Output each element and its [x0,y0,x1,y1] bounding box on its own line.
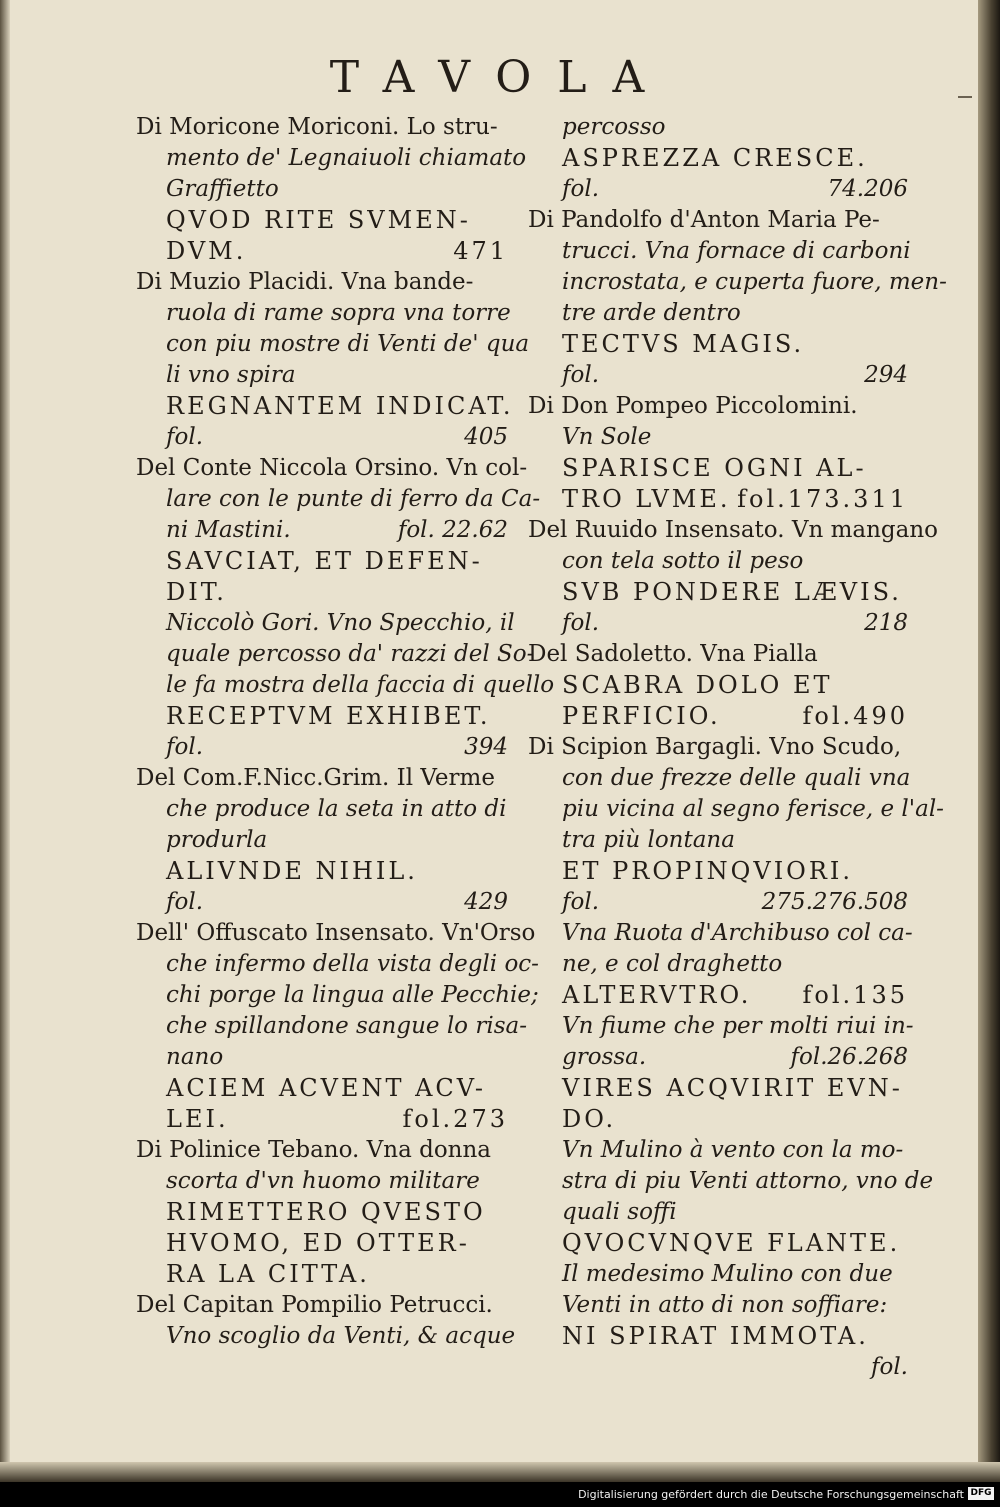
line-text: percosso [562,114,666,140]
text-line [136,515,508,546]
text-line [136,1166,508,1197]
line-text: produrla [166,827,268,853]
line-text: che spillandone sangue lo risa- [166,1013,527,1039]
line-text: fol. [166,424,204,450]
line-text: ALTERVTRO. [562,981,752,1009]
text-line [136,205,508,236]
line-text: fol. [562,610,600,636]
text-line [528,763,911,794]
line-text: QVOCVNQVE FLANTE. [562,1229,901,1257]
page-title: TAVOLA [329,52,671,103]
folio-reference: fol.173.311 [737,485,908,513]
text-line [136,1104,508,1135]
line-text: REGNANTEM INDICAT. [166,392,514,420]
text-line [528,391,908,422]
line-text: fol. [166,889,204,915]
text-line [528,267,947,298]
text-line [136,112,508,143]
text-line [528,360,908,391]
text-line [136,856,508,887]
line-text: ASPREZZA CRESCE. [562,144,868,172]
text-line [136,1042,508,1073]
line-text: fol. [166,734,204,760]
text-line [528,794,944,825]
line-text: RECEPTVM EXHIBET. [166,702,491,730]
text-line [136,453,528,484]
line-text: DO. [562,1105,617,1133]
line-text: Venti in atto di non soffiare: [562,1292,888,1318]
line-text: Vno scoglio da Venti, & acque [166,1323,516,1349]
text-line [528,205,908,236]
line-text: RIMETTERO QVESTO [166,1198,486,1226]
folio-reference: 275.276.508 [761,889,908,915]
line-text: Del Ruuido Insensato. Vn mangano [528,517,939,543]
dfg-logo: DFG [968,1487,994,1500]
line-text: ACIEM ACVENT ACV- [166,1074,487,1102]
line-text: ALIVNDE NIHIL. [166,857,418,885]
text-line [528,174,908,205]
text-line [528,980,908,1011]
line-text: TRO LVME. [562,485,731,513]
line-text: stra di piu Venti attorno, vno de [562,1168,934,1194]
text-line [528,112,908,143]
text-line [136,825,508,856]
line-text: trucci. Vna fornace di carboni [562,238,911,264]
text-line [136,949,539,980]
line-text: Di Moricone Moriconi. Lo stru- [136,114,498,140]
line-text: Graffietto [166,176,279,202]
text-line [136,174,508,205]
text-line [528,1228,908,1259]
line-text: tra più lontana [562,827,735,853]
funding-notice: Digitalisierung gefördert durch die Deutsche Forschungsgemeinschaft [578,1488,964,1501]
text-line [528,670,908,701]
folio-reference: 471 [453,237,508,265]
line-text: RA LA CITTA. [166,1260,370,1288]
line-text: LEI. [166,1105,229,1133]
folio-reference: 405 [464,424,508,450]
page-edge [978,0,1000,1482]
text-line [528,1011,914,1042]
line-text: quali soffi [562,1199,677,1225]
text-line [136,608,515,639]
text-line [528,1290,908,1321]
line-text: Del Conte Niccola Orsino. Vn col- [136,455,528,481]
text-line [136,267,508,298]
line-text: SCABRA DOLO ET [562,671,833,699]
folio-reference: fol.273 [402,1105,508,1133]
line-text: ET PROPINQVIORI. [562,857,854,885]
line-text: TECTVS MAGIS. [562,330,805,358]
text-line [528,732,908,763]
line-text: ni Mastini. [166,517,291,543]
text-line [528,608,908,639]
text-line [528,1321,908,1352]
line-text: con due frezze delle quali vna [562,765,911,791]
line-text: Il medesimo Mulino con due [562,1261,893,1287]
text-line [136,1259,508,1290]
line-text: lare con le punte di ferro da Ca- [166,486,541,512]
text-line [528,515,939,546]
text-line [136,329,530,360]
line-text: fol. [562,176,600,202]
text-line [136,732,508,763]
line-text: con tela sotto il peso [562,548,804,574]
text-line [528,236,911,267]
footer-bar [0,1482,1000,1507]
line-text: grossa. [562,1044,647,1070]
text-line [136,1073,508,1104]
text-line [528,887,908,918]
text-line [528,825,908,856]
line-text: HVOMO, ED OTTER- [166,1229,470,1257]
folio-reference: 74.206 [827,176,908,202]
line-text: Del Sadoletto. Vna Pialla [528,641,818,667]
folio-reference: fol.490 [802,702,908,730]
text-line [528,1042,908,1073]
text-line [136,701,508,732]
line-text: DIT. [166,578,227,606]
line-text: VIRES ACQVIRIT EVN- [562,1074,903,1102]
line-text: Vn fiume che per molti riui in- [562,1013,914,1039]
folio-reference: fol. [870,1354,908,1380]
line-text: Del Com.F.Nicc.Grim. Il Verme [136,765,495,791]
text-line [528,701,908,732]
text-line [136,639,535,670]
text-line [136,577,508,608]
text-line [528,1197,908,1228]
text-line [136,1011,527,1042]
line-text: scorta d'vn huomo militare [166,1168,480,1194]
line-text: Niccolò Gori. Vno Specchio, il [166,610,515,636]
line-text: Di Polinice Tebano. Vna donna [136,1137,492,1163]
line-text: Vna Ruota d'Archibuso col ca- [562,920,913,946]
text-line [528,577,908,608]
text-line [136,298,511,329]
line-text: fol. [562,362,600,388]
text-line [136,1321,516,1352]
line-text: incrostata, e cuperta fuore, men- [562,269,947,295]
text-line [528,918,913,949]
line-text: che infermo della vista degli oc- [166,951,539,977]
text-line [136,918,536,949]
line-text: Di Pandolfo d'Anton Maria Pe- [528,207,880,233]
line-text: Vn Sole [562,424,652,450]
line-text: Di Scipion Bargagli. Vno Scudo, [528,734,902,760]
text-line [136,670,555,701]
line-text: Di Don Pompeo Piccolomini. [528,393,858,419]
line-text: li vno spira [166,362,296,388]
text-line [136,1228,508,1259]
line-text: Di Muzio Placidi. Vna bande- [136,269,474,295]
line-text: QVOD RITE SVMEN- [166,206,471,234]
text-line [528,298,908,329]
text-line [136,794,508,825]
text-line [136,422,508,453]
page-gutter-shadow [0,0,10,1482]
text-line [136,484,541,515]
line-text: ne, e col draghetto [562,951,783,977]
folio-reference: fol.26.268 [790,1044,908,1070]
text-line [136,546,508,577]
text-line [528,856,908,887]
text-line [136,391,514,422]
text-line [528,143,908,174]
left-column [136,112,555,1352]
line-text: che produce la seta in atto di [166,796,507,822]
folio-reference: fol.135 [802,981,908,1009]
line-text: mento de' Legnaiuoli chiamato [166,145,527,171]
line-text: quale percosso da' razzi del So- [166,641,535,667]
line-text: DVM. [166,237,247,265]
text-line [136,360,508,391]
text-line [528,1259,908,1290]
text-line [528,1352,908,1383]
line-text: le fa mostra della faccia di quello [166,672,555,698]
folio-reference: fol. 22.62 [397,517,508,543]
line-text: Dell' Offuscato Insensato. Vn'Orso [136,920,536,946]
line-text: nano [166,1044,224,1070]
text-line [528,484,908,515]
text-line [528,639,908,670]
text-line [528,1073,908,1104]
right-column [528,112,947,1383]
line-text: fol. [562,889,600,915]
folio-reference: 294 [864,362,908,388]
text-line [136,763,508,794]
text-line [528,422,908,453]
folio-reference: 218 [864,610,908,636]
line-text: NI SPIRAT IMMOTA. [562,1322,869,1350]
text-line [136,980,539,1011]
line-text: SPARISCE OGNI AL- [562,454,867,482]
line-text: Del Capitan Pompilio Petrucci. [136,1292,493,1318]
page-bottom-edge [0,1462,1000,1482]
text-line [528,546,908,577]
folio-reference: 429 [464,889,508,915]
text-line [136,1135,508,1166]
line-text: Vn Mulino à vento con la mo- [562,1137,904,1163]
text-line [528,949,908,980]
text-line [136,1197,508,1228]
text-line [528,329,908,360]
text-line [136,236,508,267]
text-line [136,887,508,918]
line-text: PERFICIO. [562,702,721,730]
line-text: SAVCIAT, ET DEFEN- [166,547,483,575]
text-line [528,1166,934,1197]
text-line [528,453,908,484]
text-line [136,143,527,174]
text-line [528,1104,908,1135]
line-text: tre arde dentro [562,300,741,326]
text-line [136,1290,508,1321]
text-line [528,1135,908,1166]
line-text: con piu mostre di Venti de' qua [166,331,530,357]
line-text: SVB PONDERE LÆVIS. [562,578,902,606]
line-text: ruola di rame sopra vna torre [166,300,511,326]
line-text: chi porge la lingua alle Pecchie; [166,982,539,1008]
line-text: piu vicina al segno ferisce, e l'al- [562,796,944,822]
folio-reference: 394 [464,734,508,760]
